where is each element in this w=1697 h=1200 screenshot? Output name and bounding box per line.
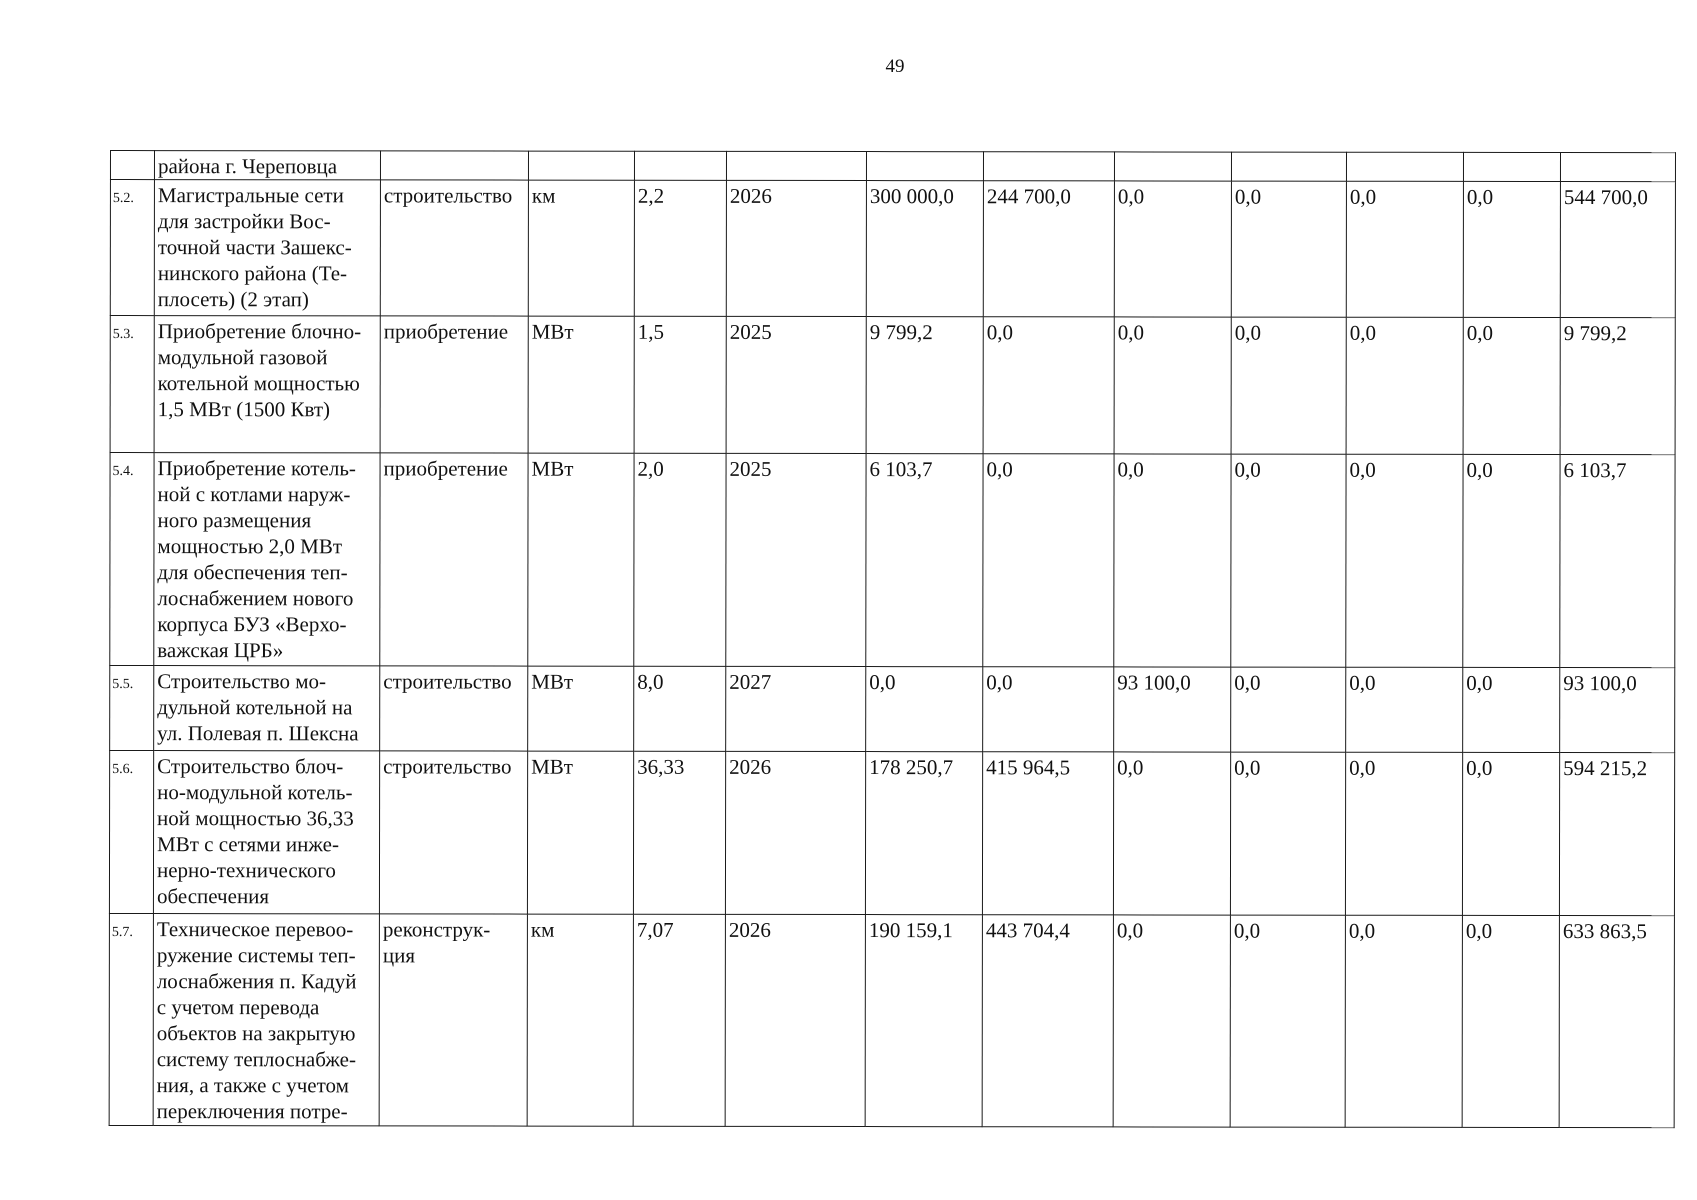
table-row [110,666,1675,753]
capacity [634,151,726,180]
total-cell: 633 863,5 [1559,916,1674,1128]
measure-name-line: ул. Полевая п. Шексна [157,721,359,746]
measure-name-line: нинского района (Те- [157,261,348,286]
value-cell: 0,0 [866,667,983,752]
value-cell [866,152,983,181]
measure-name-line: для обеспечения теп- [157,560,348,585]
measure-name-line: точной части Зашекс- [157,235,352,260]
capacity: 1,5 [634,316,726,453]
row-number: 5.6. [109,751,153,914]
unit [528,151,634,180]
value-cell: 0,0 [1346,667,1463,752]
year: 2026 [725,914,865,1126]
value-cell: 415 964,5 [982,752,1113,915]
page-number: 49 [885,56,905,77]
work-type [380,151,528,180]
value-cell: 0,0 [983,667,1114,752]
total-cell: 93 100,0 [1560,668,1675,753]
year: 2026 [725,751,865,914]
measure-name-line: систему теплоснабже- [156,1047,356,1072]
total-cell: 544 700,0 [1560,182,1675,318]
work-type: строительство [380,180,528,316]
value-cell: 0,0 [1113,752,1230,915]
value-cell [1114,152,1231,181]
measure-name-line: Приобретение блочно- [157,319,362,344]
measure-name-line: котельной мощностью [157,371,360,396]
unit: км [527,914,633,1126]
value-cell: 6 103,7 [866,454,983,667]
unit: МВт [528,453,634,666]
work-type-line: ция [382,943,416,968]
capacity: 8,0 [634,666,726,751]
measures-table [109,150,1676,1128]
measure-name-line: переключения потре- [156,1099,348,1124]
value-cell: 0,0 [1463,454,1560,667]
measure-name-line: нерно-технического [156,858,336,883]
value-cell: 0,0 [1231,454,1346,667]
measure-name-line: дульной котельной на [157,695,353,720]
row-number: 5.5. [110,666,154,751]
measure-name-line: района г. Череповца [157,154,338,179]
measure-name [154,453,380,666]
value-cell: 0,0 [1463,181,1560,317]
work-type: приобретение [380,453,528,666]
value-cell [1231,152,1346,181]
value-cell: 0,0 [1463,667,1560,752]
value-cell: 0,0 [1462,915,1559,1127]
total-cell: 9 799,2 [1560,318,1675,455]
measure-name-line: но-модульной котель- [157,780,353,805]
measure-name-line: ной мощностью 36,33 [157,806,354,831]
measure-name-line: лоснабжением нового [157,586,354,611]
value-cell: 0,0 [1463,317,1560,454]
table-row [110,180,1675,318]
capacity: 7,07 [633,914,725,1126]
row-number: 5.7. [109,913,153,1125]
value-cell: 443 704,4 [982,915,1113,1127]
value-cell [1346,152,1463,181]
measure-name-line: ружение системы теп- [156,943,356,968]
year: 2025 [726,316,866,453]
work-type: строительство [380,666,528,751]
value-cell: 0,0 [1114,181,1231,317]
value-cell: 0,0 [1230,915,1345,1127]
value-cell: 0,0 [1345,915,1462,1127]
value-cell: 93 100,0 [1114,667,1231,752]
measure-name-line: Техническое перевоо- [156,917,354,942]
value-cell: 0,0 [1346,454,1463,667]
measure-name [154,666,380,751]
table-row [110,151,1675,182]
unit: МВт [527,751,633,914]
value-cell: 0,0 [1113,915,1230,1127]
table-row [110,453,1675,668]
value-cell: 178 250,7 [865,752,982,915]
row-number [110,151,154,180]
unit: МВт [528,666,634,751]
year: 2025 [726,453,866,666]
total-cell: 6 103,7 [1560,455,1675,668]
value-cell: 0,0 [1231,181,1346,317]
measure-name [154,151,380,180]
row-number: 5.4. [110,453,154,666]
row-number: 5.3. [110,316,154,453]
table-row [109,913,1674,1127]
capacity: 2,0 [634,453,726,666]
measure-name-line: для застройки Вос- [157,209,331,234]
measure-name-line: объектов на закрытую [156,1021,356,1046]
value-cell [983,152,1114,181]
year [726,151,866,180]
row-number: 5.2. [110,180,154,316]
table-row [109,751,1674,916]
value-cell: 0,0 [1346,181,1463,317]
total-cell: 594 215,2 [1559,753,1674,916]
measure-name [153,751,379,914]
unit: км [528,180,634,316]
measure-name [154,316,380,453]
measure-name-line: МВт с сетями инже- [157,832,339,857]
value-cell: 0,0 [983,454,1114,667]
measure-name-line: мощностью 2,0 МВт [157,534,343,559]
value-cell: 0,0 [1231,317,1346,454]
year: 2027 [726,666,866,751]
value-cell: 300 000,0 [866,181,983,317]
measure-name [154,180,380,316]
measure-name-line: корпуса БУЗ «Верхо- [157,612,347,637]
measure-name-line: важская ЦРБ» [157,638,284,663]
measure-name-line: ной с котлами наруж- [157,482,351,507]
value-cell: 0,0 [1114,317,1231,454]
capacity: 36,33 [633,751,725,914]
value-cell: 0,0 [1114,454,1231,667]
measure-name-line: плосеть) (2 этап) [157,287,309,312]
value-cell: 0,0 [1231,667,1346,752]
measure-name-line: лоснабжения п. Кадуй [156,969,357,994]
measure-name-line: ного размещения [157,508,312,533]
measure-name-line: с учетом перевода [156,995,320,1020]
measure-name [153,914,379,1126]
unit: МВт [528,316,634,453]
measure-name-line: обеспечения [156,884,270,909]
table-row [110,316,1675,455]
measure-name-line: Магистральные сети [157,183,344,208]
measure-name-line: Строительство мо- [157,669,327,694]
work-type-line: реконструк- [382,917,491,942]
measure-name-line: ния, а также с учетом [156,1073,349,1098]
work-type: строительство [379,751,527,914]
work-type: приобретение [380,316,528,453]
value-cell: 0,0 [1346,317,1463,454]
measure-name-line: 1,5 МВт (1500 Квт) [157,397,331,422]
value-cell: 0,0 [1230,752,1345,915]
work-type [379,914,527,1126]
value-cell: 0,0 [1462,752,1559,915]
year: 2026 [726,180,866,316]
value-cell: 9 799,2 [866,317,983,454]
measure-name-line: Приобретение котель- [157,456,356,481]
value-cell: 190 159,1 [865,915,982,1127]
value-cell: 0,0 [1345,752,1462,915]
measure-name-line: Строительство блоч- [157,754,344,779]
measure-name-line: модульной газовой [157,345,328,370]
capacity: 2,2 [634,180,726,316]
value-cell: 244 700,0 [983,181,1114,317]
value-cell [1463,152,1560,181]
total-cell [1560,153,1675,182]
value-cell: 0,0 [983,317,1114,454]
